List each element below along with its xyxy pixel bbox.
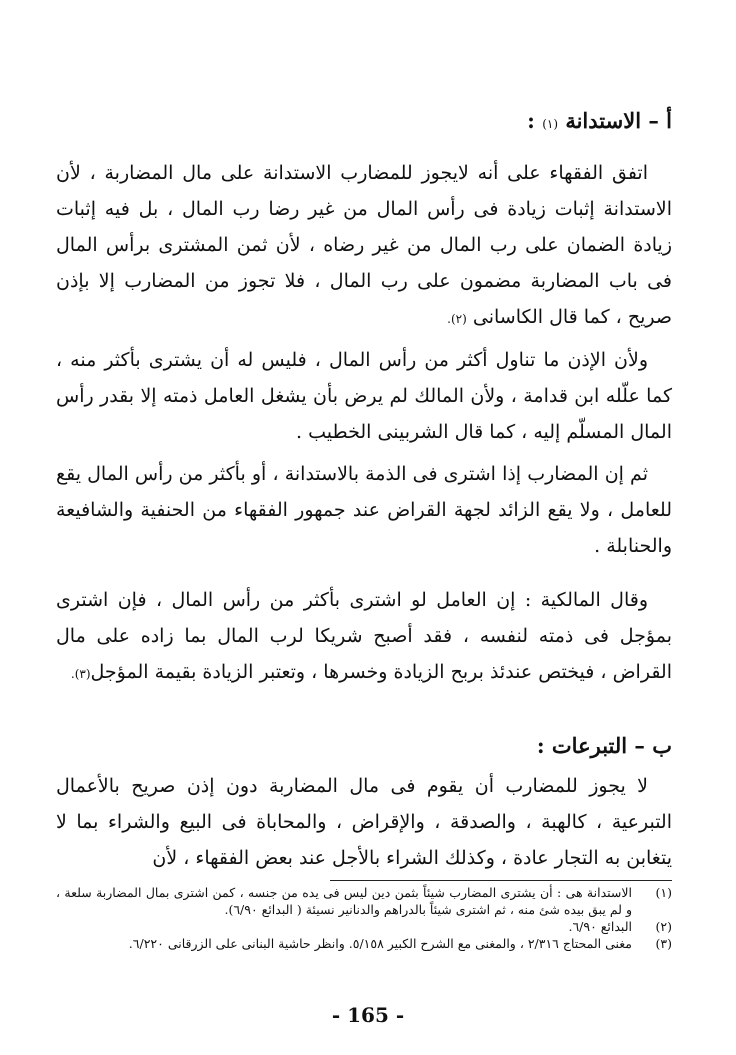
section-heading-a-text: أ – الاستدانة	[565, 108, 672, 133]
paragraph-2-text: ولأن الإذن ما تناول أكثر من رأس المال ، فليس له أن يشترى بأكثر منه ، كما علّله ابن قدامة ، ولأن المالك لم يرض بأن يشغل العامل ذمته إلا بقدر رأس المال المسلّم إليه ، كما قال الشربينى الخطيب .	[56, 349, 672, 443]
paragraph-1	[56, 155, 672, 337]
paragraph-2	[56, 342, 672, 450]
footnote-number: (٢)	[655, 919, 672, 934]
section-heading-b: ب – التبرعات :	[536, 733, 672, 758]
footnotes	[56, 884, 672, 952]
footnote-number: (١)	[655, 885, 672, 900]
footnote-text: الاستدانة هى : أن يشترى المضارب شيئاً بثمن دين ليس فى يده من جنسه ، كمن اشترى بمال المضاربة سلعة ، و لم يبق بيده شئ منه ، ثم اشترى شيئاً بالدراهم والدنانير نسيئة ( البدائع ٦/٩٠).	[56, 885, 632, 917]
paragraph-5-text: لا يجوز للمضارب أن يقوم فى مال المضاربة دون إذن صريح بالأعمال التبرعية ، كالهبة ، والصدقة ، والإقراض ، والمحاباة فى البيع والشراء بما لا يتغابن به التجار عادة ، وكذلك الشراء بالأجل عند بعض الفقهاء ، لأن	[56, 775, 672, 869]
footnote-number: (٣)	[655, 936, 672, 951]
paragraph-3	[56, 456, 672, 564]
footnote-text: مغنى المحتاج ٢/٣١٦ ، والمغنى مع الشرح الكبير ٥/١٥٨. وانظر حاشية البنانى على الزرقانى ٦/٢٢٠.	[128, 936, 632, 951]
footnote-divider	[330, 880, 672, 881]
footnote-2	[56, 918, 672, 935]
section-heading-a	[527, 108, 672, 133]
footnote-1	[56, 884, 672, 918]
page-number: - 165 -	[331, 1003, 405, 1027]
footnote-3	[56, 935, 672, 952]
paragraph-3-text: ثم إن المضارب إذا اشترى فى الذمة بالاستدانة ، أو بأكثر من رأس المال يقع للعامل ، ولا يقع الزائد لجهة القراض عند جمهور الفقهاء من الحنفية والشافيعة والحنابلة .	[56, 463, 672, 557]
footnote-text: البدائع ٦/٩٠.	[568, 919, 632, 934]
paragraph-4	[56, 582, 672, 692]
paragraph-5	[56, 768, 672, 876]
footnote-ref-3: (٣).	[70, 667, 91, 681]
section-heading-a-colon: :	[527, 108, 543, 133]
footnote-ref-2: (٢).	[447, 312, 467, 326]
paragraph-4-text: وقال المالكية : إن العامل لو اشترى بأكثر من رأس المال ، فإن اشترى بمؤجل فى ذمته لنفسه ، فقد أصبح شريكا لرب المال بما زاده على مال القراض ، فيختص عندئذ بربح الزيادة وخسرها ، وتعتبر الزيادة بقيمة المؤجل	[56, 589, 672, 683]
footnote-ref-1: (١)	[542, 117, 559, 131]
paragraph-1-text: اتفق الفقهاء على أنه لايجوز للمضارب الاستدانة على مال المضاربة ، لأن الاستدانة إثبات زيادة فى رأس المال من غير رضا رب المال ، بل فيه إثبات زيادة الضمان على رب المال من غير رضاه ، لأن ثمن المشترى برأس المال فى باب المضاربة مضمون على رب المال ، فلا تجوز من المضارب إلا بإذن صريح ، كما قال الكاسانى	[56, 162, 672, 328]
